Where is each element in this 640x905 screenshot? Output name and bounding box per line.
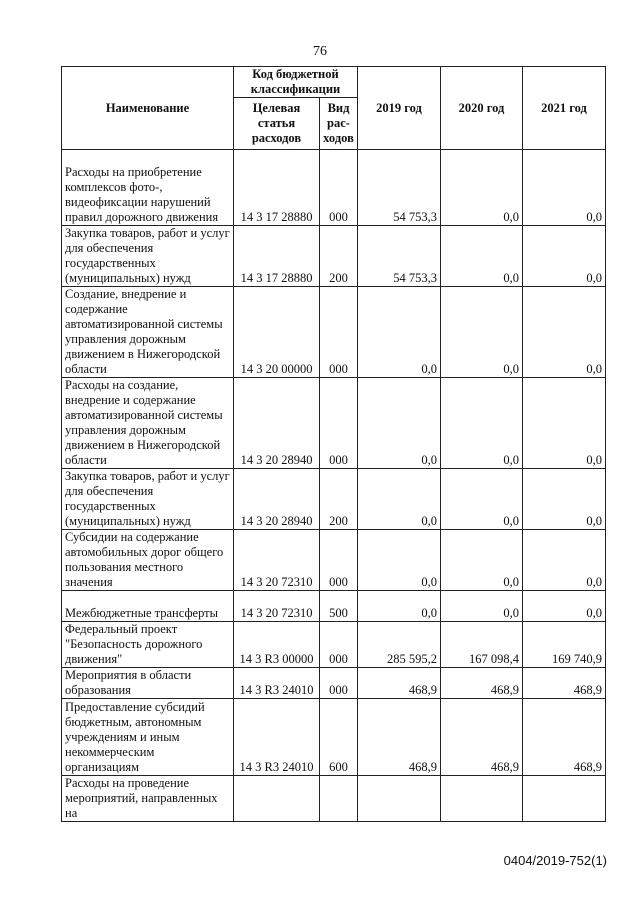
row-value-2021: 0,0 <box>523 378 606 469</box>
table-row <box>62 622 606 668</box>
table-row <box>62 226 606 287</box>
row-code: 14 3 20 72310 <box>234 591 320 622</box>
row-code: 14 3 R3 24010 <box>234 699 320 776</box>
row-kind <box>320 776 358 822</box>
row-kind: 000 <box>320 150 358 226</box>
table-row <box>62 530 606 591</box>
row-value-2020: 0,0 <box>441 378 523 469</box>
row-value-2021: 0,0 <box>523 469 606 530</box>
row-code: 14 3 20 72310 <box>234 530 320 591</box>
row-name: Расходы на приобретение комплексов фото-, видеофиксации нарушений правил дорожного движения <box>62 150 234 226</box>
row-value-2019: 0,0 <box>358 287 441 378</box>
row-kind: 500 <box>320 591 358 622</box>
row-value-2020: 0,0 <box>441 150 523 226</box>
header-budget-code: Код бюджетной классификации <box>234 67 358 98</box>
row-value-2019: 0,0 <box>358 469 441 530</box>
row-kind: 000 <box>320 287 358 378</box>
row-value-2020: 0,0 <box>441 469 523 530</box>
row-kind: 200 <box>320 226 358 287</box>
row-value-2021: 468,9 <box>523 699 606 776</box>
row-name: Расходы на проведение мероприятий, направленных на <box>62 776 234 822</box>
header-expense-kind: Вид рас- ходов <box>320 98 358 150</box>
row-value-2021 <box>523 776 606 822</box>
header-2021: 2021 год <box>523 67 606 150</box>
row-value-2019: 0,0 <box>358 530 441 591</box>
row-value-2020: 0,0 <box>441 591 523 622</box>
document-number: 0404/2019-752(1) <box>503 853 607 868</box>
row-kind: 600 <box>320 699 358 776</box>
row-name: Создание, внедрение и содержание автоматизированной системы управления дорожным движением в Нижегородской области <box>62 287 234 378</box>
table-row <box>62 378 606 469</box>
table-row <box>62 287 606 378</box>
header-name: Наименование <box>62 67 234 150</box>
page-number: 76 <box>313 44 327 59</box>
row-name: Расходы на создание, внедрение и содержание автоматизированной системы управления дорожным движением в Нижегородской области <box>62 378 234 469</box>
row-value-2019: 468,9 <box>358 699 441 776</box>
row-value-2020: 0,0 <box>441 287 523 378</box>
row-value-2021: 0,0 <box>523 530 606 591</box>
table-row <box>62 150 606 226</box>
table-row <box>62 591 606 622</box>
budget-table <box>61 66 606 822</box>
row-value-2019: 0,0 <box>358 591 441 622</box>
header-2020: 2020 год <box>441 67 523 150</box>
header-target-article: Целевая статья расходов <box>234 98 320 150</box>
row-value-2019: 468,9 <box>358 668 441 699</box>
row-value-2019: 54 753,3 <box>358 226 441 287</box>
row-code: 14 3 R3 00000 <box>234 622 320 668</box>
table-row <box>62 668 606 699</box>
row-value-2021: 0,0 <box>523 287 606 378</box>
table-row <box>62 699 606 776</box>
row-value-2021: 0,0 <box>523 226 606 287</box>
table-row <box>62 776 606 822</box>
row-kind: 200 <box>320 469 358 530</box>
row-kind: 000 <box>320 378 358 469</box>
row-value-2019: 0,0 <box>358 378 441 469</box>
table-row <box>62 469 606 530</box>
row-value-2020: 468,9 <box>441 699 523 776</box>
row-name: Закупка товаров, работ и услуг для обеспечения государственных (муниципальных) нужд <box>62 469 234 530</box>
row-kind: 000 <box>320 622 358 668</box>
row-code: 14 3 20 00000 <box>234 287 320 378</box>
row-value-2020: 167 098,4 <box>441 622 523 668</box>
row-value-2021: 0,0 <box>523 591 606 622</box>
row-value-2019 <box>358 776 441 822</box>
row-code: 14 3 20 28940 <box>234 469 320 530</box>
row-value-2020: 0,0 <box>441 530 523 591</box>
row-value-2021: 169 740,9 <box>523 622 606 668</box>
row-value-2021: 0,0 <box>523 150 606 226</box>
row-name: Предоставление субсидий бюджетным, автономным учреждениям и иным некоммерческим организациям <box>62 699 234 776</box>
row-name: Закупка товаров, работ и услуг для обеспечения государственных (муниципальных) нужд <box>62 226 234 287</box>
row-code: 14 3 17 28880 <box>234 226 320 287</box>
row-value-2019: 285 595,2 <box>358 622 441 668</box>
row-value-2019: 54 753,3 <box>358 150 441 226</box>
row-code: 14 3 17 28880 <box>234 150 320 226</box>
row-kind: 000 <box>320 668 358 699</box>
row-code <box>234 776 320 822</box>
row-name: Мероприятия в области образования <box>62 668 234 699</box>
row-name: Субсидии на содержание автомобильных дорог общего пользования местного значения <box>62 530 234 591</box>
row-name: Федеральный проект "Безопасность дорожного движения" <box>62 622 234 668</box>
row-kind: 000 <box>320 530 358 591</box>
row-name: Межбюджетные трансферты <box>62 591 234 622</box>
row-value-2020 <box>441 776 523 822</box>
row-value-2020: 0,0 <box>441 226 523 287</box>
row-value-2021: 468,9 <box>523 668 606 699</box>
header-2019: 2019 год <box>358 67 441 150</box>
row-code: 14 3 R3 24010 <box>234 668 320 699</box>
row-code: 14 3 20 28940 <box>234 378 320 469</box>
row-value-2020: 468,9 <box>441 668 523 699</box>
